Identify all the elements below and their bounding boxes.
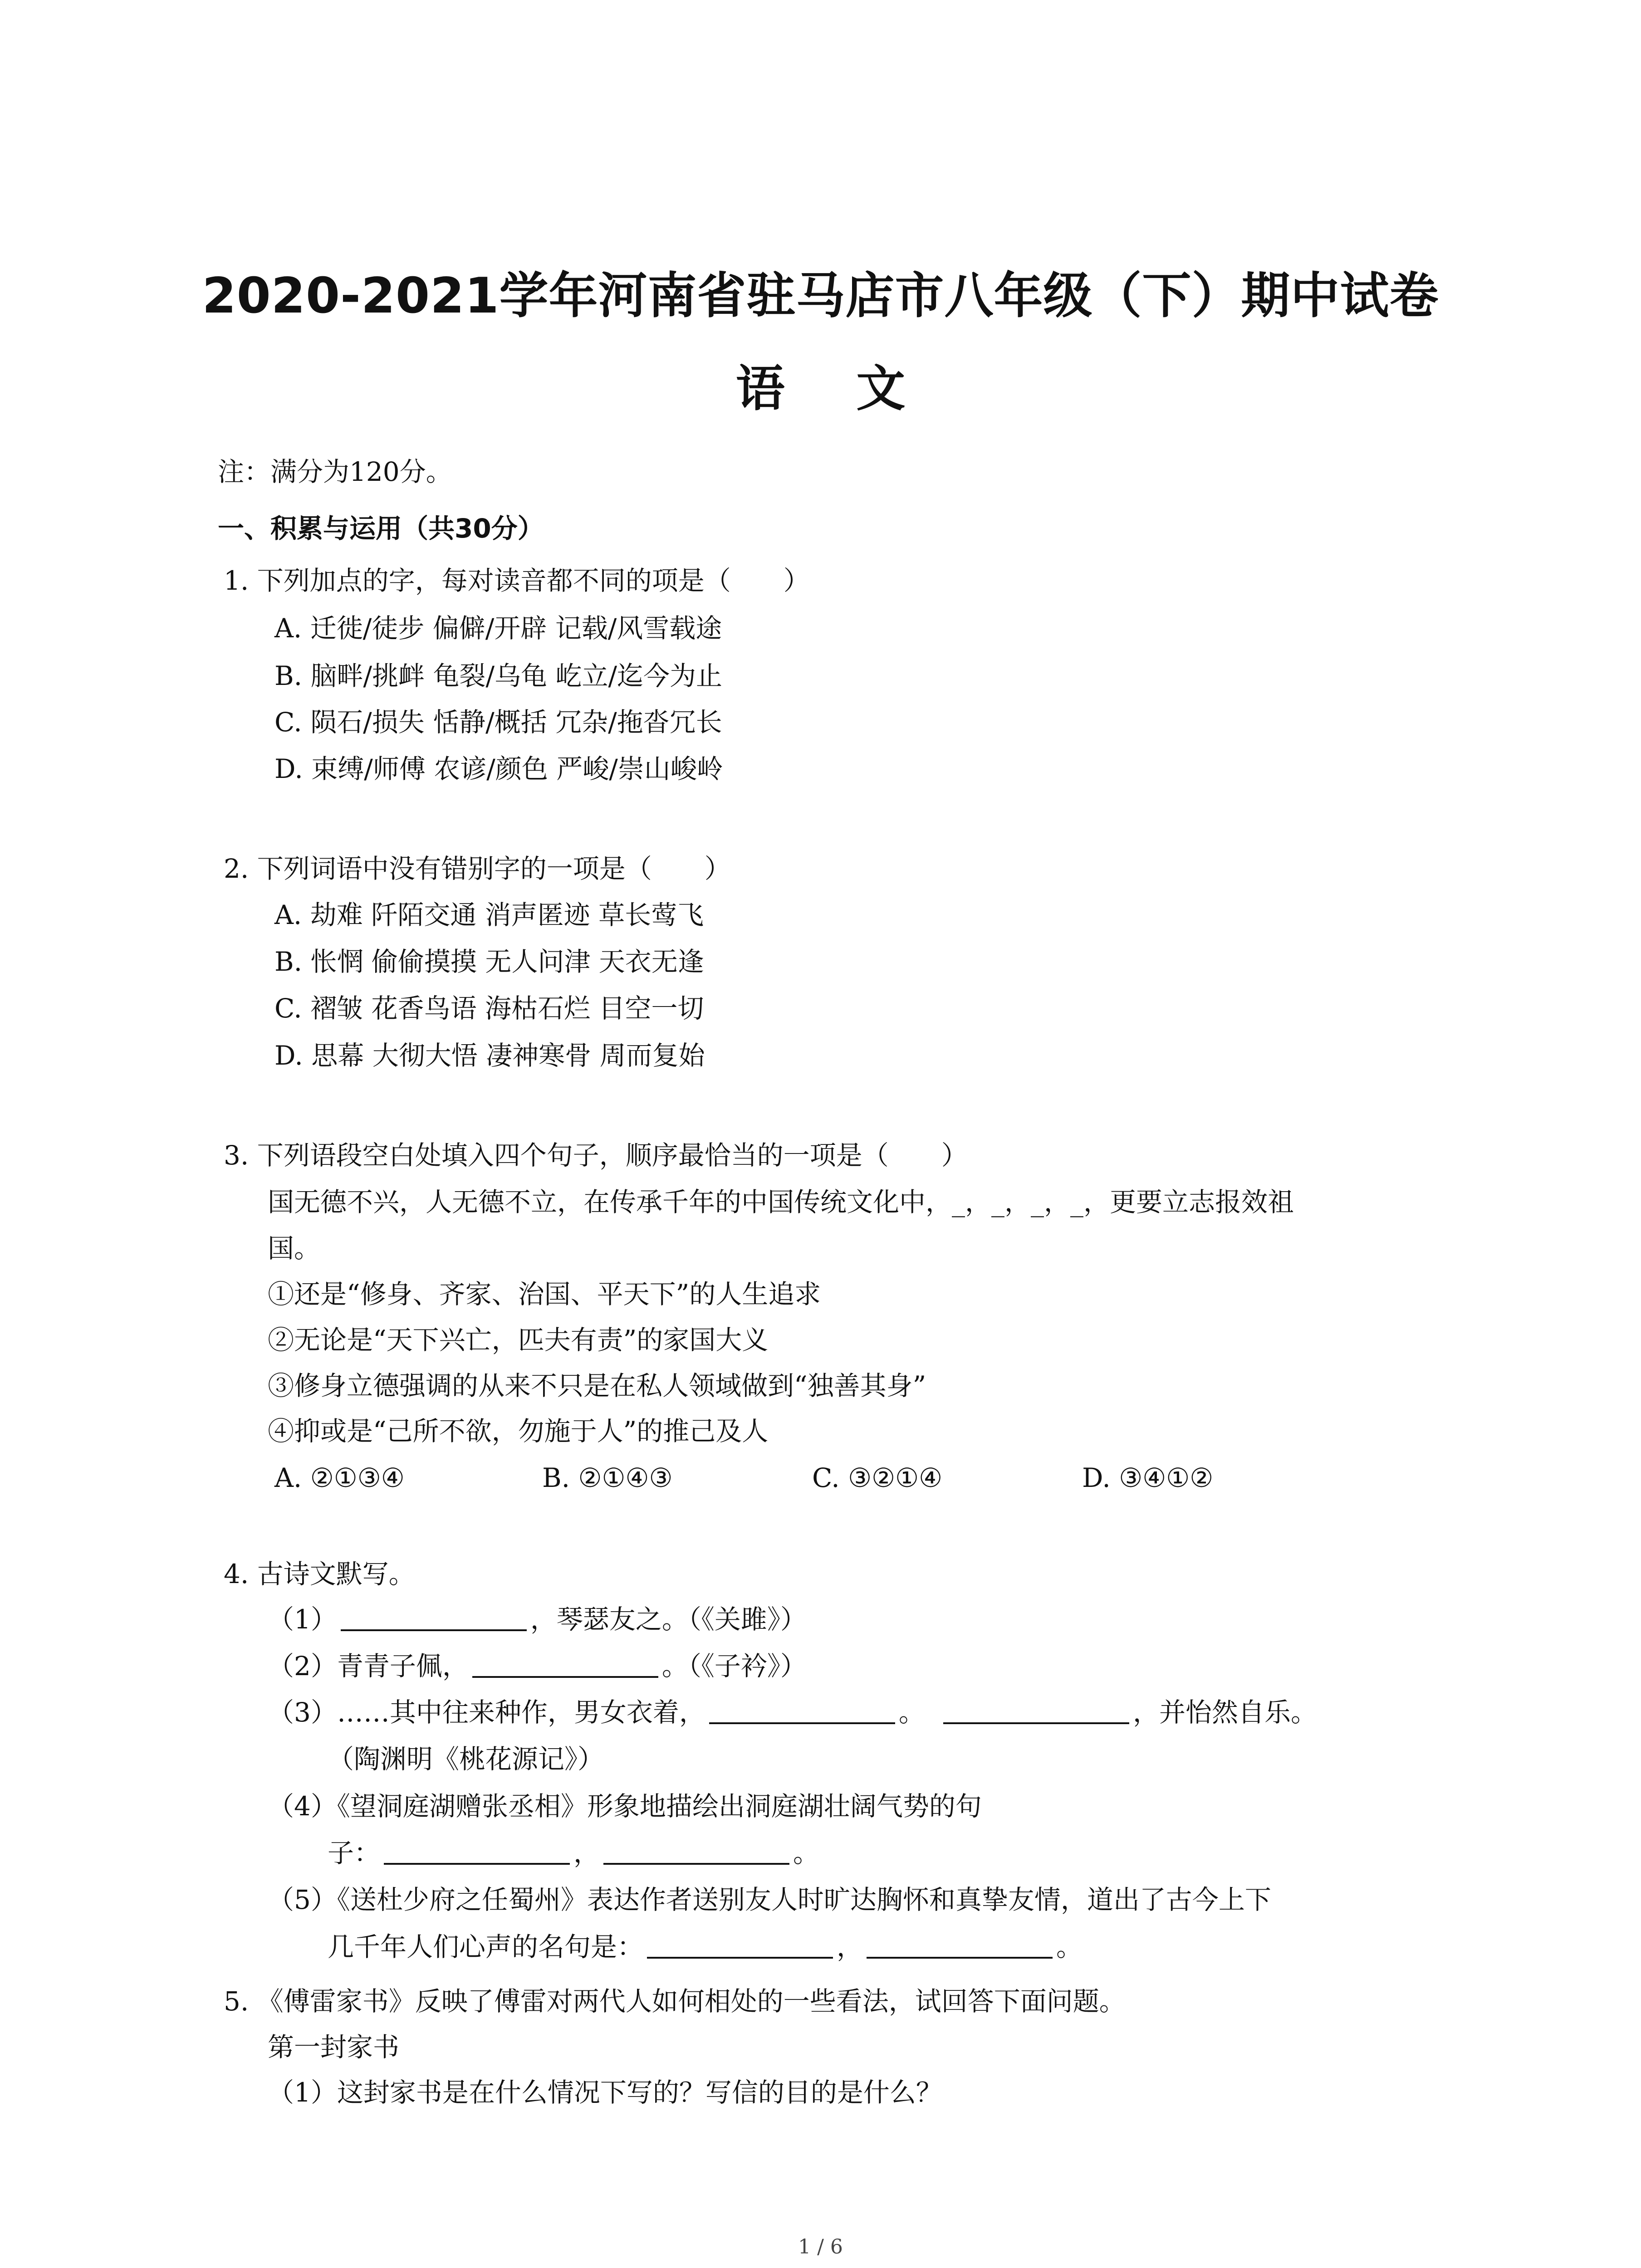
question-3-sentence-2: ②无论是“天下兴亡，匹夫有责”的家国大义: [268, 1325, 769, 1355]
question-1-option-b: B. 脑畔/挑衅 龟裂/乌龟 屹立/迄今为止: [274, 660, 722, 691]
question-3-sentence-4: ④抑或是“己所不欲，勿施于人”的推己及人: [268, 1416, 769, 1447]
item-number: （1）: [268, 1604, 337, 1635]
question-1-stem: 1. 下列加点的字，每对读音都不同的项是（ ）: [224, 565, 810, 596]
question-3-option-b: B. ②①④③: [542, 1462, 673, 1493]
question-1-option-c: C. 陨石/损失 恬静/概括 冗杂/拖沓冗长: [274, 707, 722, 738]
question-4-item-4: [268, 1788, 982, 1824]
question-3-passage-line-2: 国。: [268, 1233, 321, 1264]
question-3-passage-line-1: 国无德不兴，人无德不立，在传承千年的中国传统文化中，_，_，_，_，更要立志报效祖: [268, 1187, 1294, 1217]
item-text: ，: [573, 1838, 600, 1868]
page-number: 1 / 6: [798, 2235, 843, 2258]
question-4-item-5-answer-line: [328, 1929, 1083, 1965]
answer-blank[interactable]: [341, 1603, 527, 1631]
question-5-letter-title: 第一封家书: [268, 2032, 400, 2063]
question-2-option-c: C. 褶皱 花香鸟语 海枯石烂 目空一切: [274, 993, 704, 1024]
score-note: 注：满分为120分。: [218, 456, 452, 487]
section-heading: 一、积累与运用（共30分）: [218, 513, 544, 544]
question-1-option-d: D. 束缚/师傅 农谚/颜色 严峻/崇山峻岭: [274, 753, 723, 784]
page-title: 2020-2021学年河南省驻马店市八年级（下）期中试卷: [202, 268, 1439, 324]
question-2-stem: 2. 下列词语中没有错别字的一项是（ ）: [224, 853, 731, 884]
question-4-stem: 4. 古诗文默写。: [224, 1559, 415, 1589]
answer-blank[interactable]: [709, 1696, 895, 1724]
answer-blank[interactable]: [472, 1650, 658, 1678]
item-text: ，: [837, 1931, 863, 1962]
question-3-sentence-1: ①还是“修身、齐家、治国、平天下”的人生追求: [268, 1279, 821, 1310]
item-text: 。（《子衿》）: [661, 1651, 807, 1681]
question-2-option-a: A. 劫难 阡陌交通 消声匿迹 草长莺飞: [274, 899, 704, 930]
question-5-sub-1: （1）这封家书是在什么情况下写的？写信的目的是什么？: [268, 2077, 942, 2108]
question-3-option-a: A. ②①③④: [274, 1462, 405, 1493]
question-1-option-a: A. 迁徙/徒步 偏僻/开辟 记载/风雪载途: [274, 613, 722, 644]
question-2-option-d: D. 思幕 大彻大悟 凄神寒骨 周而复始: [274, 1040, 705, 1071]
item-text: ，并怡然自乐。: [1132, 1697, 1317, 1728]
item-number: （5）: [268, 1884, 337, 1915]
answer-blank[interactable]: [647, 1931, 833, 1959]
question-4-item-5: [268, 1882, 1271, 1918]
question-4-item-2: [268, 1648, 807, 1684]
item-text: 《望洞庭湖赠张丞相》形象地描绘出洞庭湖壮阔气势的句: [337, 1791, 982, 1822]
item-text: 。: [793, 1838, 820, 1868]
question-5-stem: 5. 《傅雷家书》反映了傅雷对两代人如何相处的一些看法，试回答下面问题。: [224, 1986, 1126, 2017]
item-text: 。: [898, 1697, 925, 1728]
question-3-sentence-3: ③修身立德强调的从来不只是在私人领域做到“独善其身”: [268, 1370, 926, 1401]
question-3-option-c: C. ③②①④: [812, 1462, 943, 1493]
question-2-option-b: B. 怅惘 偷偷摸摸 无人问津 天衣无逢: [274, 946, 704, 977]
item-number: （3）: [268, 1697, 337, 1728]
item-text: ……其中往来种作，男女衣着，: [337, 1697, 705, 1728]
question-4-item-4-answer-line: [328, 1835, 819, 1871]
item-text: ，琴瑟友之。（《关雎》）: [530, 1604, 807, 1635]
answer-blank[interactable]: [867, 1931, 1053, 1959]
item-text: 几千年人们心声的名句是：: [328, 1931, 644, 1962]
item-text: 《送杜少府之任蜀州》表达作者送别友人时旷达胸怀和真挚友情，道出了古今上下: [337, 1884, 1271, 1915]
answer-blank[interactable]: [603, 1837, 789, 1865]
answer-blank[interactable]: [943, 1696, 1129, 1724]
item-text: 青青子佩，: [337, 1651, 469, 1681]
item-number: （2）: [268, 1651, 337, 1681]
item-text: 。: [1056, 1931, 1083, 1962]
item-number: （4）: [268, 1791, 337, 1822]
question-4-item-1: [268, 1601, 807, 1637]
question-4-item-3-source: （陶渊明《桃花源记》）: [328, 1744, 604, 1774]
subject-title: 语 文: [735, 361, 933, 417]
question-3-stem: 3. 下列语段空白处填入四个句子，顺序最恰当的一项是（ ）: [224, 1140, 968, 1171]
question-4-item-3: [268, 1694, 1317, 1730]
answer-blank[interactable]: [384, 1837, 570, 1865]
item-text: 子：: [328, 1838, 381, 1868]
question-3-option-d: D. ③④①②: [1082, 1462, 1214, 1493]
